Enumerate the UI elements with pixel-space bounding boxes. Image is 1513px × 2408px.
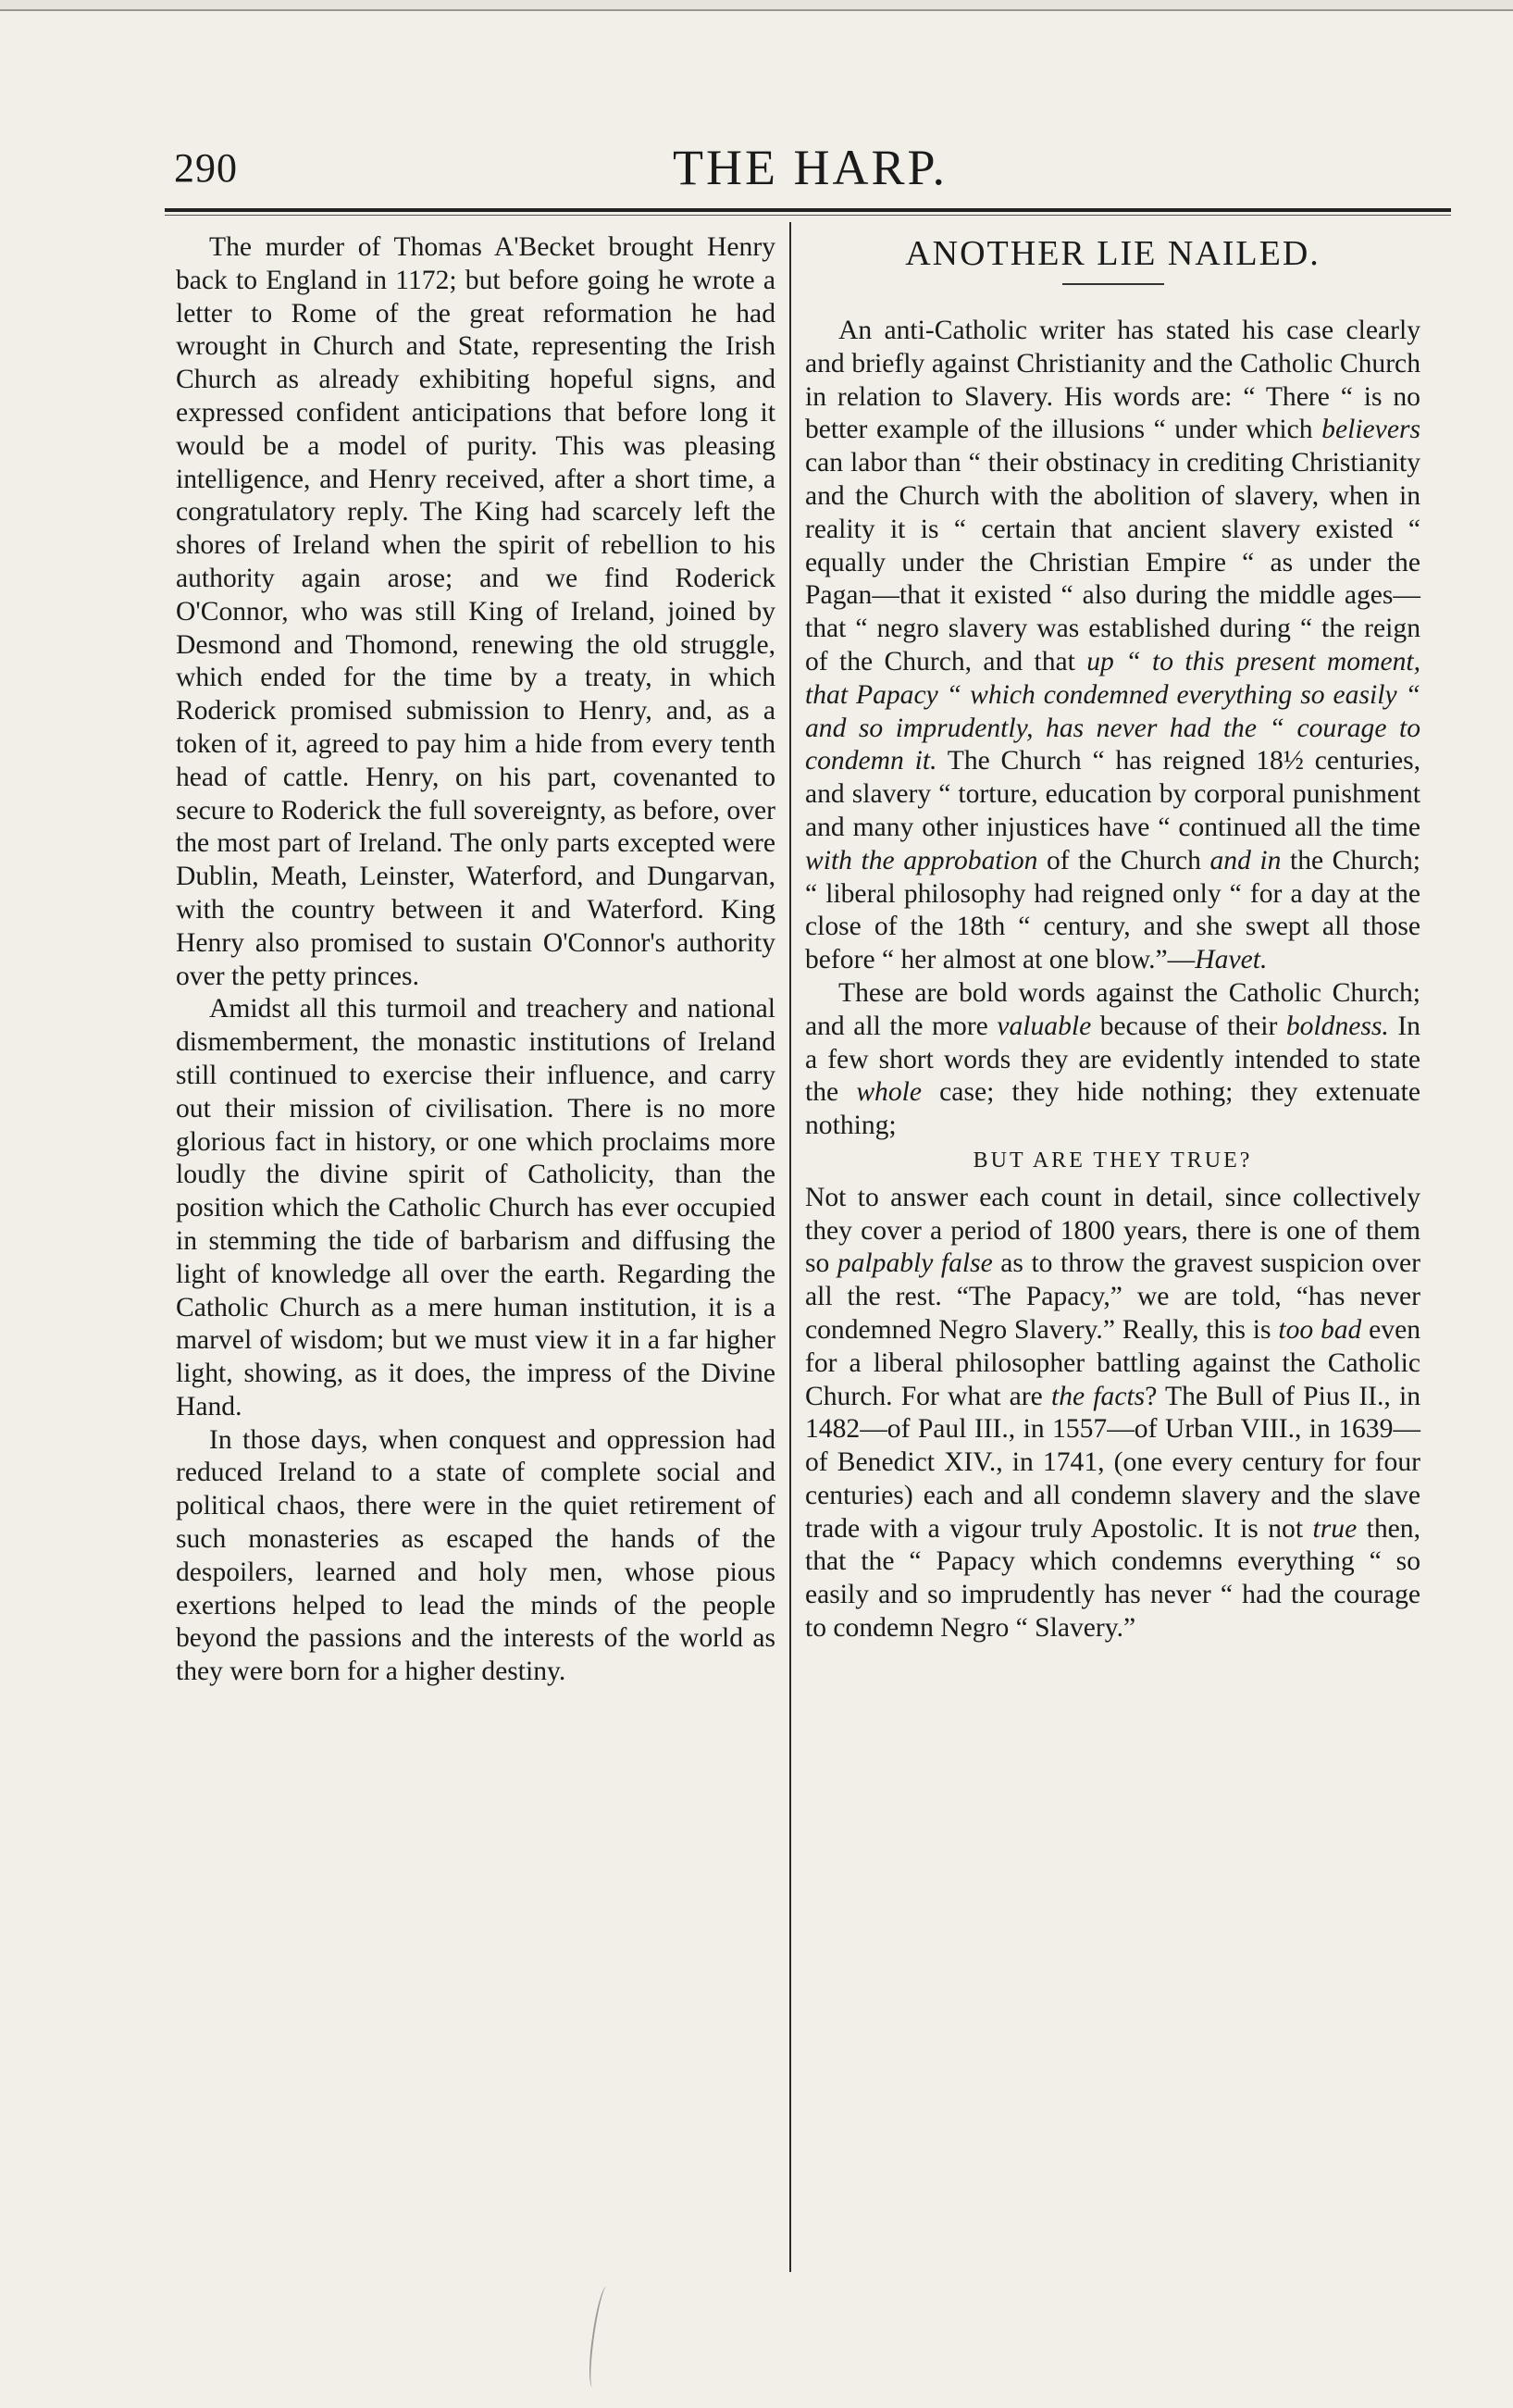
title-rule — [1062, 283, 1164, 285]
emphasis: too bad — [1278, 1314, 1362, 1345]
text: Not to answer each count in detail, since collectively they cover a period of 1800 years, there is one of them so — [805, 1182, 1420, 1279]
text: the Church; “ liberal philosophy had reigned only “ for a day at the close of the 18th “ century, and she swept all those before “ her almost at one blow.”— — [805, 845, 1421, 975]
page-header — [174, 139, 1446, 204]
running-title: THE HARP. — [672, 140, 949, 195]
paragraph: Amidst all this turmoil and treachery and national dismemberment, the monastic institutions of Ireland still continued to exercise their influence, and carry out their mission of civilisation. There is no more glorious fact in history, or one which proclaims more loudly the divine spirit of Catholicity, than the position which the Catholic Church has ever occupied in stemming the tide of barbarism and diffusing the light of knowledge all over the earth. Regarding the Catholic Church as a mere human institution, it is a marvel of wisdom; but we must view it in a far higher light, showing, as it does, the impress of the Divine Hand. — [176, 994, 775, 1421]
page-number: 290 — [174, 145, 238, 191]
header-rule — [165, 208, 1451, 212]
text: then, that the “ Papacy which condemns everything “ so easily and so imprudently has never “ had the courage to condemn Negro “ Slavery.” — [805, 1513, 1420, 1644]
emphasis: the facts — [1050, 1381, 1146, 1411]
top-rule — [0, 9, 1513, 11]
left-column — [176, 231, 775, 1689]
emphasis: palpably false — [837, 1248, 993, 1279]
subheading: BUT ARE THEY TRUE? — [973, 1148, 1253, 1173]
emphasis: up “ to this present moment, that Papacy “ which condemned everything so easily “ and so imprudently, has never had the “ courage to condemn it. — [805, 646, 1421, 776]
header-rule-thin — [165, 215, 1451, 216]
emphasis: whole — [856, 1077, 923, 1108]
quote-paragraph — [805, 315, 1420, 977]
paragraph — [805, 977, 1420, 1143]
text: ? The Bull of Pius II., in 1482—of Paul III., in 1557—of Urban VIII., in 1639—of Benedict XIV., in 1741, (one every century for four centuries) each and all condemn slavery and the slave trade with a vigour truly Apostolic. It is not — [805, 1381, 1421, 1544]
paragraph — [805, 1182, 1420, 1645]
paragraph: In those days, when conquest and oppression had reduced Ireland to a state of complete social and political chaos, there were in the quiet retirement of such monasteries as escaped the hands of the despoilers, learned and holy men, whose pious exertions helped to lead the minds of the people beyond the passions and the interests of the world as they were born for a higher destiny. — [176, 1424, 775, 1687]
emphasis: believers — [1321, 415, 1420, 445]
text: of the Church — [1037, 845, 1210, 875]
text: can labor than “ their obstinacy in crediting Christianity and the Church with the abolition of slavery, when in reality it is “ certain that ancient slavery existed “ equally under the Christian Empire “ as under the Pagan—that it existed “ also during the middle ages—that “ negro slavery was established during “ the reign of the Church, and that — [805, 448, 1420, 676]
emphasis: boldness. — [1285, 1011, 1389, 1041]
text: These are bold words against the Catholic Church; and all the more — [805, 977, 1420, 1041]
text: even for a liberal philosopher battling against the Catholic Church. For what are — [805, 1314, 1420, 1411]
text: An anti-Catholic writer has stated his case clearly and briefly against Christianity and the Catholic Church in relation to Slavery. His words are: — [805, 316, 1420, 412]
text: as to throw the gravest suspicion over all the rest. “The Papacy,” we are told, “has never condemned Negro Slavery.” Really, this is — [805, 1248, 1421, 1345]
text: In a few short words they are evidently intended to state the — [805, 1011, 1420, 1108]
ink-smudge — [585, 2285, 614, 2388]
quote-author: Havet. — [1195, 945, 1268, 975]
right-column — [805, 231, 1420, 1645]
text: The Church “ has reigned 18½ centuries, and slavery “ torture, education by corporal punishment and many other injustices have “ continued all the time — [805, 746, 1420, 842]
text: because of their — [1091, 1011, 1286, 1041]
column-divider — [789, 222, 791, 2272]
page-edge — [0, 0, 1513, 9]
emphasis: and in — [1209, 845, 1282, 875]
emphasis: with the approbation — [805, 845, 1038, 875]
text: case; they hide nothing; they extenuate nothing; — [805, 1077, 1420, 1141]
emphasis: true — [1312, 1513, 1358, 1544]
emphasis: valuable — [997, 1011, 1092, 1041]
paragraph: The murder of Thomas A'Becket brought Henry back to England in 1172; but before going he wrote a letter to Rome of the great reformation he had wrought in Church and State, representing the Irish Church as already exhibiting hopeful signs, and expressed confident anticipations that before long it would be a model of purity. This was pleasing intelligence, and Henry received, after a short time, a congratulatory reply. The King had scarcely left the shores of Ireland when the spirit of rebellion to his authority again arose; and we find Roderick O'Connor, who was still King of Ireland, joined by Desmond and Thomond, renewing the old struggle, which ended for the time by a treaty, in which Roderick promised submission to Henry, and, as a token of it, agreed to pay him a hide from every tenth head of cattle. Henry, on his part, covenanted to secure to Roderick the full sovereignty, as before, over the most part of Ireland. The only parts excepted were Dublin, Meath, Leinster, Waterford, and Dungarvan, with the country between it and Waterford. King Henry also promised to sustain O'Connor's authority over the petty princes. — [176, 232, 775, 991]
text: “ There “ is no better example of the illusions “ under which — [805, 381, 1420, 445]
article-title: ANOTHER LIE NAILED. — [905, 234, 1321, 273]
